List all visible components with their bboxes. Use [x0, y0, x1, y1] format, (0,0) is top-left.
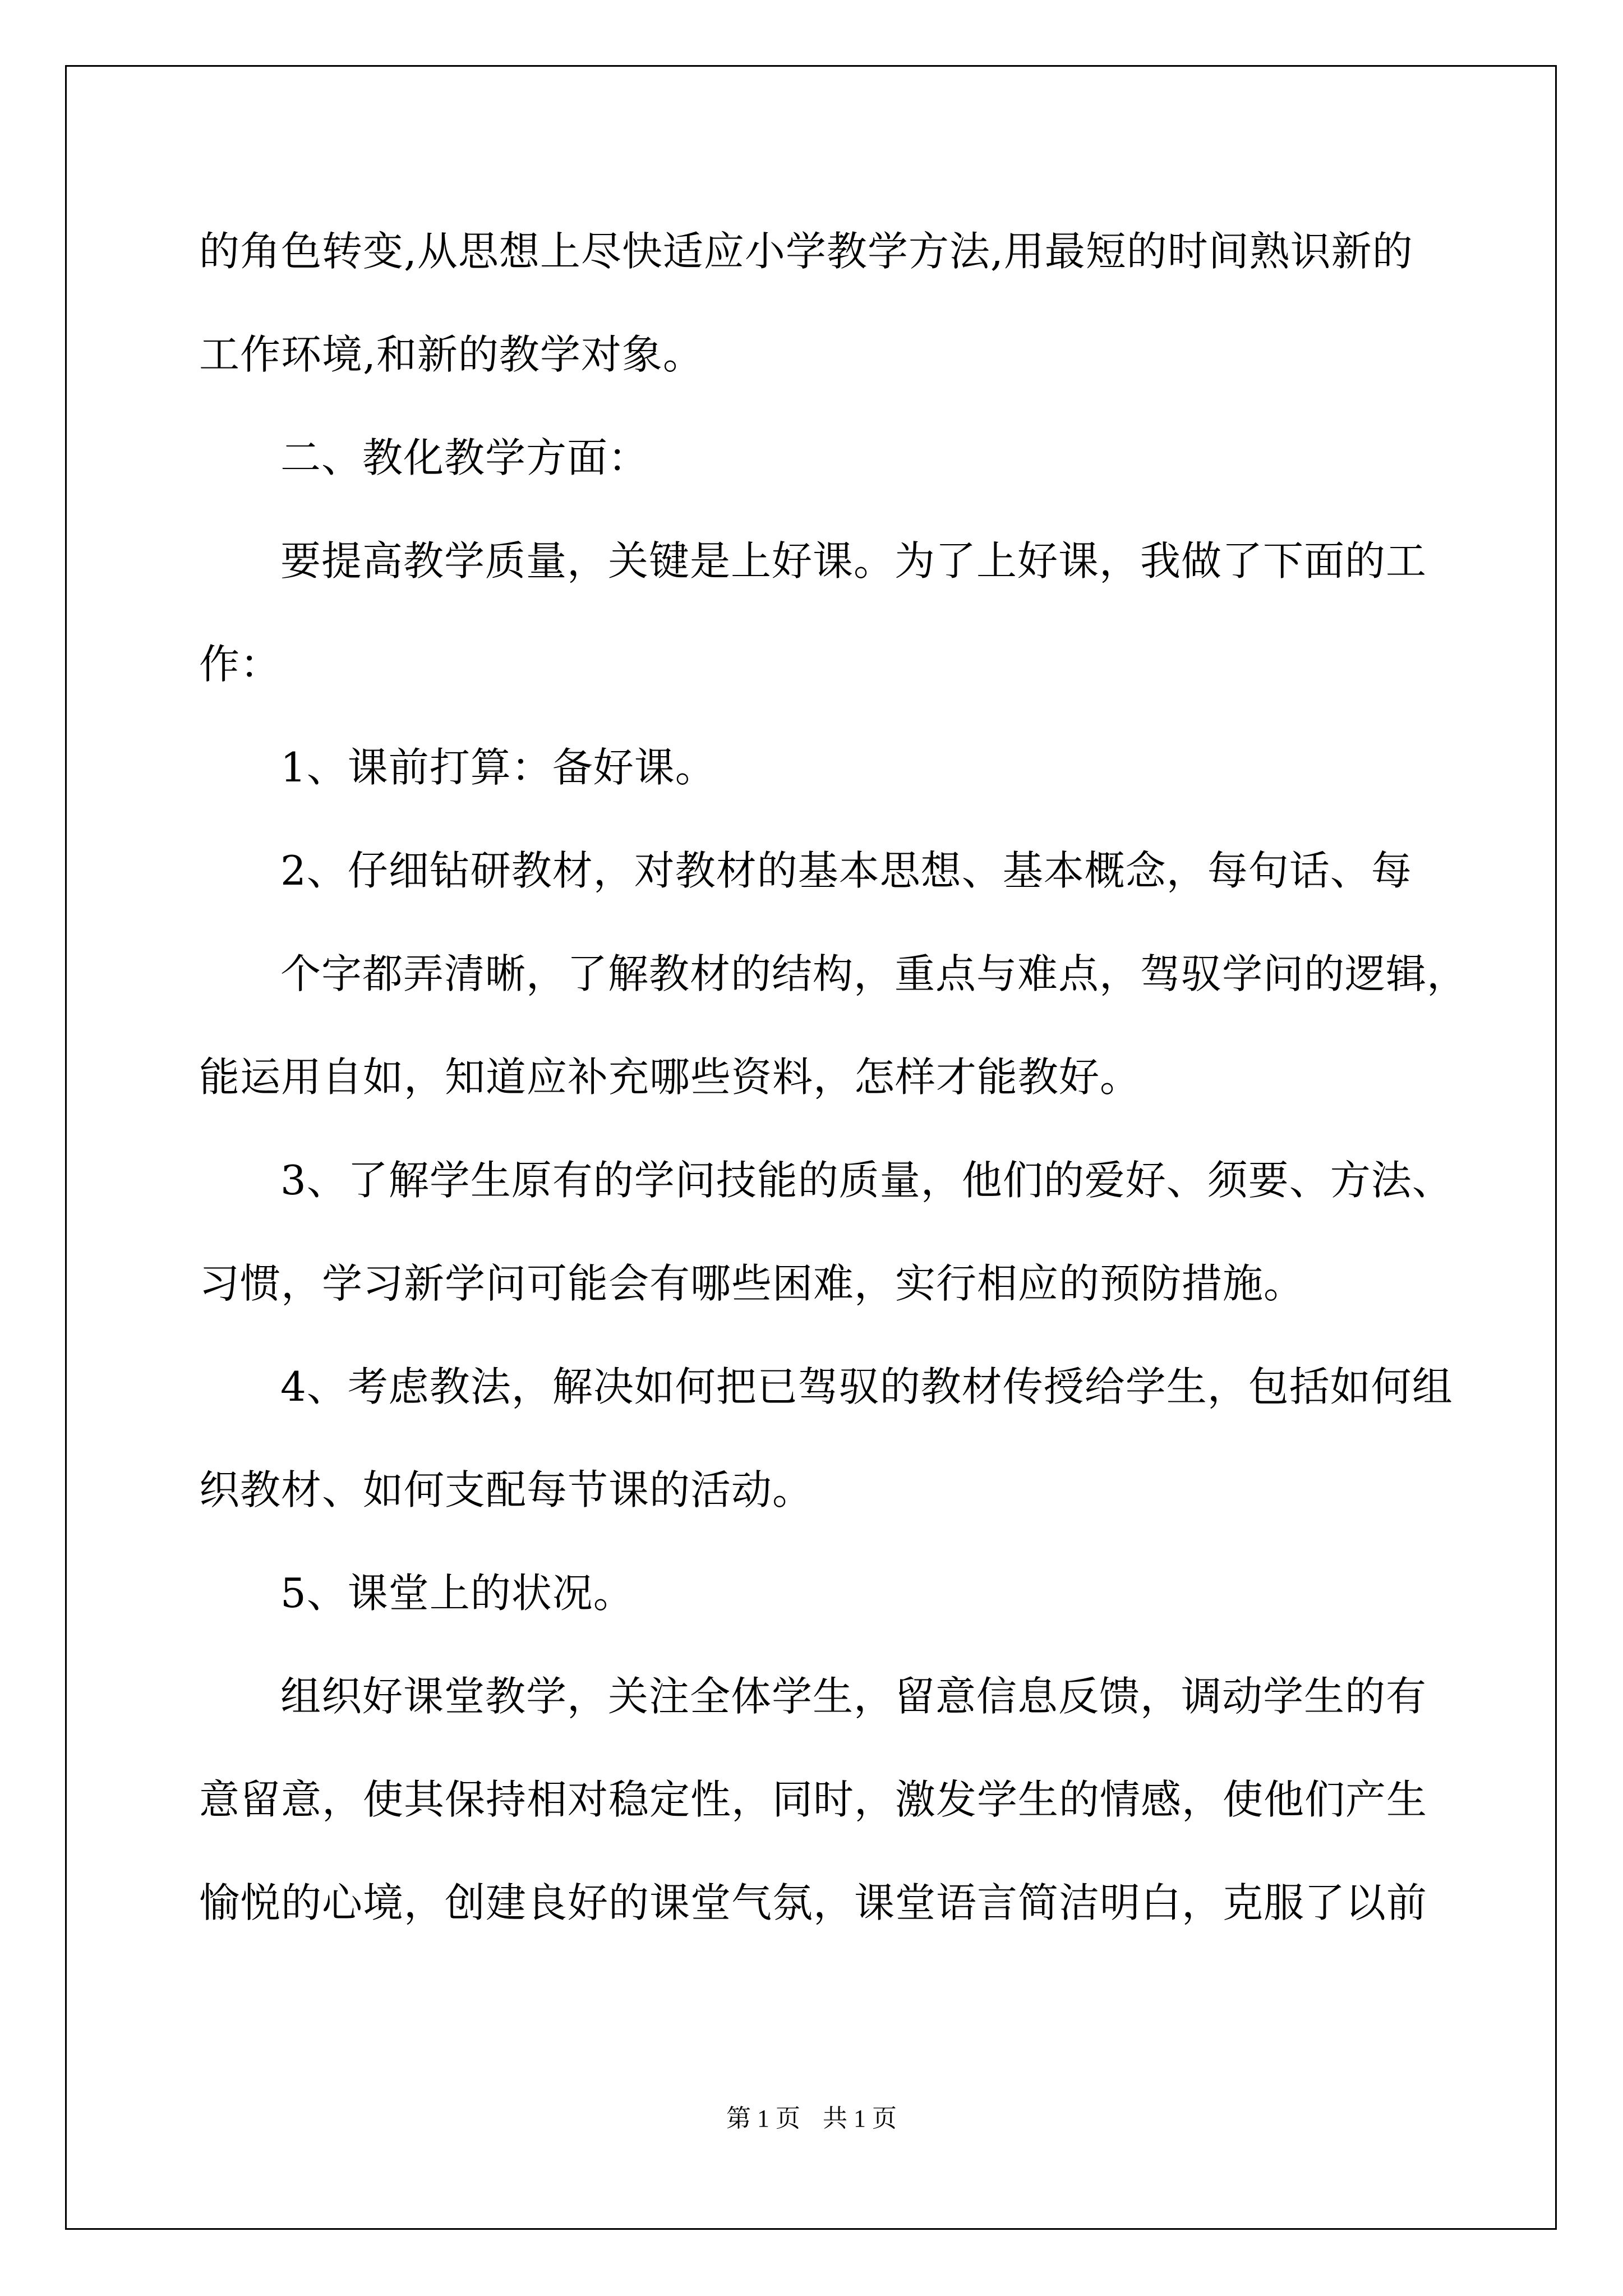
- text-line: 组织好课堂教学，关注全体学生，留意信息反馈，调动学生的有: [280, 1673, 1427, 1720]
- list-item: 1、课前打算：备好课。: [280, 744, 716, 791]
- text-line: 个字都弄清晰，了解教材的结构，重点与难点，驾驭学问的逻辑，: [280, 950, 1468, 997]
- text-line: 愉悦的心境，创建良好的课堂气氛，课堂语言简洁明白，克服了以前: [199, 1879, 1428, 1926]
- text-line: 意留意，使其保持相对稳定性，同时，激发学生的情感，使他们产生: [199, 1776, 1428, 1823]
- text-line: 的角色转变,从思想上尽快适应小学教学方法,用最短的时间熟识新的: [199, 228, 1413, 275]
- page-number: 第 1 页: [726, 2105, 800, 2132]
- list-item: 2、仔细钻研教材，对教材的基本思想、基本概念，每句话、每: [280, 847, 1412, 894]
- text-line: 要提高教学质量，关键是上好课。为了上好课，我做了下面的工: [280, 537, 1427, 585]
- list-item: 3、了解学生原有的学问技能的质量，他们的爱好、须要、方法、: [280, 1157, 1453, 1204]
- text-line: 能运用自如，知道应补充哪些资料，怎样才能教好。: [199, 1053, 1141, 1101]
- text-line: 习惯，学习新学问可能会有哪些困难，实行相应的预防措施。: [199, 1260, 1305, 1307]
- text-line: 织教材、如何支配每节课的活动。: [199, 1466, 814, 1513]
- page-total: 共 1 页: [823, 2105, 897, 2132]
- text-line: 工作环境,和新的教学对象。: [199, 331, 704, 378]
- list-item: 4、考虑教法，解决如何把已驾驭的教材传授给学生，包括如何组: [280, 1363, 1453, 1410]
- text-line: 作：: [199, 641, 282, 688]
- page-footer: [0, 2098, 1623, 2134]
- list-item: 5、课堂上的状况。: [280, 1570, 634, 1617]
- section-heading: 二、教化教学方面：: [280, 434, 649, 481]
